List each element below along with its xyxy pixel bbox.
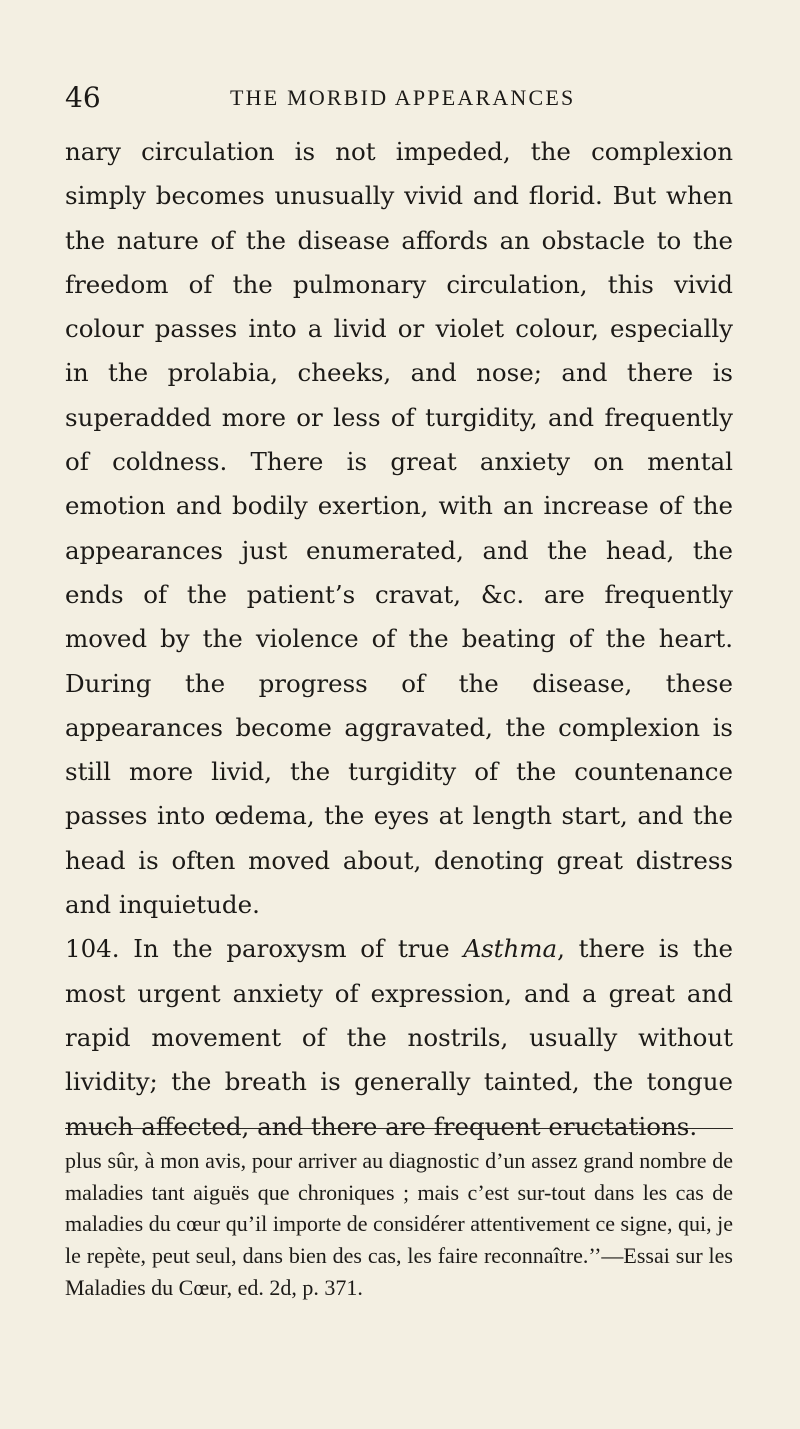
- page-header: [65, 78, 733, 118]
- paragraph-number: 104.: [65, 934, 120, 964]
- paragraph-104: [65, 927, 733, 1148]
- footnote-text: plus sûr, à mon avis, pour arriver au diagnostic d’un assez grand nombre de maladies tant aiguës que chroniques ; mais c’est sur-tout dans les cas de maladies du cœur qu’il importe de considérer attentivement ce signe, qui, je le repète, peut seul, dans bien des cas, les faire reconnaître.’’—Essai sur les Maladies du Cœur, ed. 2d, p. 371.: [65, 1148, 733, 1300]
- running-head: THE MORBID APPEARANCES: [230, 85, 576, 110]
- paragraph-continuation: nary circulation is not impeded, the complexion simply becomes unusually vivid and florid. But when the nature of the disease affords an obstacle to the freedom of the pulmonary circulation, this vivid colour passes into a livid or violet colour, especially in the prolabia, cheeks, and nose; and there is superadded more or less of turgidity, and frequently of coldness. There is great anxiety on mental emotion and bodily exertion, with an increase of the appearances just enumerated, and the head, the ends of the patient’s cravat, &c. are frequently moved by the violence of the beating of the heart. During the progress of the disease, these appearances become aggravated, the complexion is still more livid, the turgidity of the countenance passes into œdema, the eyes at length start, and the head is often moved about, denoting great distress and inquietude.: [65, 137, 733, 920]
- body-text: [65, 130, 733, 1149]
- page-number: 46: [65, 81, 101, 114]
- footnote: [65, 1145, 733, 1304]
- paragraph-text-rest: , there is the most urgent anxiety of expression, and a great and rapid movement of the nostrils, usually without lividity; the breath is generally tainted, the tongue much affected, and there are frequent eructations.: [65, 934, 733, 1141]
- italic-term: Asthma: [463, 934, 558, 964]
- footnote-divider: [65, 1128, 733, 1129]
- paragraph-text-start: In the paroxysm of true: [133, 934, 450, 964]
